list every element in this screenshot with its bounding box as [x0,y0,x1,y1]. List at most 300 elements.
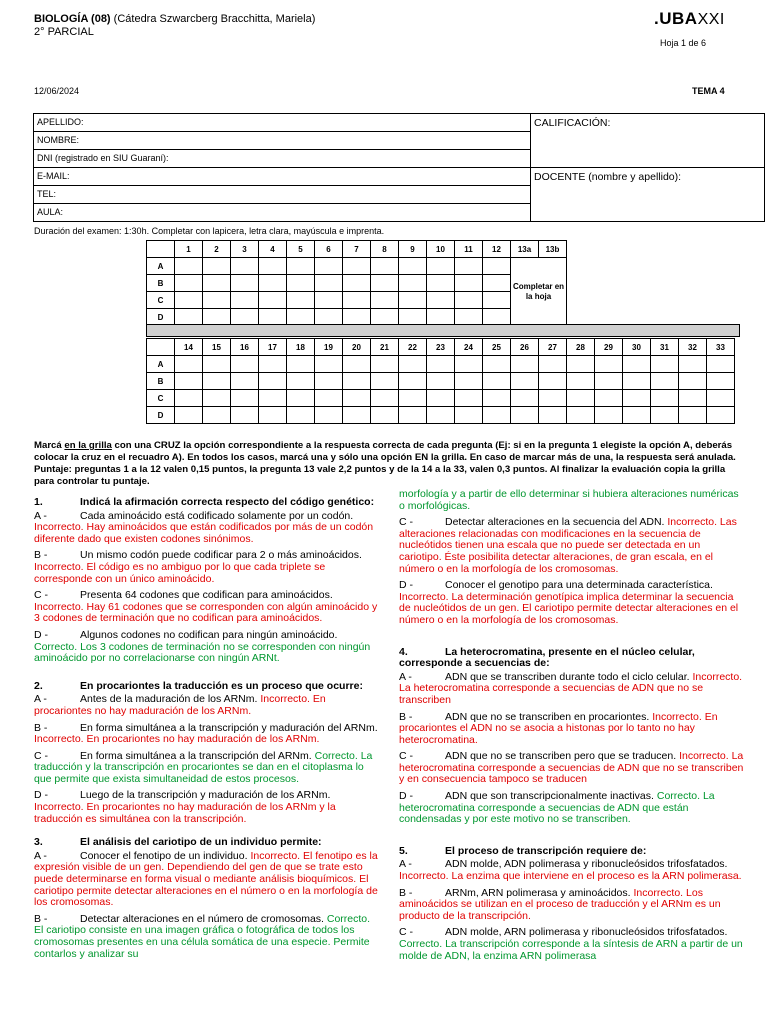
answer-cell[interactable] [203,292,231,309]
calificacion-label: CALIFICACIÓN: [534,117,611,129]
question-4 [399,647,745,826]
answer-cell[interactable] [259,309,287,326]
option-letter: C - [399,750,413,763]
answer-cell[interactable] [455,356,483,373]
tel-field[interactable] [34,186,531,204]
option-letter: D - [399,579,413,592]
answer-cell[interactable] [427,275,455,292]
col-header: 33 [707,339,735,356]
question-number: 2. [34,679,43,692]
dni-label: DNI (registrado en SIU Guaraní): [37,153,169,163]
complete-note: Completar en la hoja [511,258,567,326]
answer-cell[interactable] [679,373,707,390]
option-feedback: Incorrecto. En procariontes no hay maduración de los ARNm y la traducción es simultánea con la transcripción. [34,801,336,825]
option-letter: A - [34,509,47,522]
answer-cell[interactable] [483,373,511,390]
option [34,914,382,960]
exam-tema: TEMA 4 [692,86,725,96]
answer-cell[interactable] [315,258,343,275]
answer-cell[interactable] [287,309,315,326]
answer-cell[interactable] [511,390,539,407]
option-feedback: Correcto. Los 3 codones de terminación no se corresponden con ningún aminoácido por no correlacionarse con ningún ARNt. [34,640,371,665]
option [399,927,745,962]
option-feedback: Correcto. La heterocromatina corresponde a secuencias de ADN que están condensadas y por este motivo no se transcriben. [399,790,715,826]
docente-label: DOCENTE (nombre y apellido): [534,171,682,183]
row-label: B [147,275,175,292]
answer-cell[interactable] [707,390,735,407]
option-letter: A - [34,693,47,706]
option-text: ADN que se transcriben durante todo el ciclo celular. [445,670,690,683]
option-feedback: Incorrecto. Hay 61 codones que se corresponden con algún aminoácido y 3 codones de terminación que no codifican para aminoácidos. [34,600,378,625]
option-text: ADN molde, ARN polimerasa y ribonucleósidos trifosfatados. [445,926,728,939]
answer-cell[interactable] [231,292,259,309]
answer-cell[interactable] [175,407,203,424]
question-3 [34,837,382,960]
option-text: Luego de la transcripción y maduración de los ARNm. [80,789,331,802]
option-letter: C - [34,589,48,602]
option [34,790,382,825]
col-header: 29 [595,339,623,356]
col-header: 3 [231,241,259,258]
page-indicator: Hoja 1 de 6 [660,38,707,48]
option-text: En forma simultánea a la transcripción del ARNm. [80,749,312,762]
answer-cell[interactable] [343,373,371,390]
question-title: En procariontes la traducción es un proceso que ocurre: [80,679,363,692]
row-label: C [147,292,175,309]
answer-cell[interactable] [567,390,595,407]
answer-cell[interactable] [371,258,399,275]
grid-row-b [147,373,735,390]
option-letter: B - [399,886,413,899]
answer-cell[interactable] [259,258,287,275]
answer-cell[interactable] [231,390,259,407]
answer-cell[interactable] [623,373,651,390]
option-letter: D - [34,789,48,802]
answer-cell[interactable] [175,258,203,275]
answer-cell[interactable] [707,373,735,390]
answer-cell[interactable] [511,373,539,390]
question-title: La heterocromatina, presente en el núcleo celular, corresponde a secuencias de: [399,645,695,670]
answer-cell[interactable] [455,390,483,407]
instructions [34,440,744,488]
answer-cell[interactable] [287,275,315,292]
instructions-text-1: Marcá [34,440,65,451]
option-text: Conocer el fenotipo de un individuo. [80,849,248,862]
answer-cell[interactable] [567,373,595,390]
grid-row-c [147,292,567,309]
col-header: 11 [455,241,483,258]
question-number: 1. [34,496,43,508]
answer-cell[interactable] [679,390,707,407]
answer-cell[interactable] [651,390,679,407]
col-header: 6 [315,241,343,258]
answer-cell[interactable] [595,356,623,373]
answer-cell[interactable] [231,373,259,390]
answer-cell[interactable] [483,390,511,407]
col-header: 12 [483,241,511,258]
option-feedback: Correcto. La transcripción corresponde a la síntesis de ARN a partir de un molde de ADN, la enzima ARN polimerasa [399,938,743,962]
option-text: Conocer el genotipo para una determinada característica. [445,579,713,592]
answer-cell[interactable] [483,356,511,373]
answer-cell[interactable] [371,373,399,390]
answer-cell[interactable] [287,407,315,424]
col-header: 1 [175,241,203,258]
answer-cell[interactable] [287,356,315,373]
answer-cell[interactable] [679,407,707,424]
grid-row-a [147,356,735,373]
option-text: ADN molde, ADN polimerasa y ribonucleósidos trifosfatados. [445,858,728,871]
option-feedback: Incorrecto. Las alteraciones relacionadas con modificaciones en la secuencia de nucleótidos tienen una escala que no puede ser detectada en un cariotipo. Éste posibilita detectar alteraciones, de gran escala, en el número o en la morfología de los cromosomas. [399,516,737,575]
answer-cell[interactable] [343,258,371,275]
answer-cell[interactable] [455,309,483,326]
option-text: Detectar alteraciones en el número de cromosomas. [80,912,324,925]
col-header: 30 [623,339,651,356]
option-text: Un mismo codón puede codificar para 2 o más aminoácidos. [80,549,362,562]
option-text: ADN que son transcripcionalmente inactivas. [445,790,654,803]
answer-cell[interactable] [483,309,511,326]
answer-cell[interactable] [259,275,287,292]
questions-left-column [34,497,382,968]
col-header: 7 [343,241,371,258]
answer-cell[interactable] [427,258,455,275]
answer-cell[interactable] [315,356,343,373]
calificacion-field[interactable] [531,114,765,168]
answer-cell[interactable] [455,292,483,309]
instructions-text-2: con una CRUZ la opción correspondiente a la respuesta correcta de cada pregunta (Ej: si en la pregunta 1 elegiste la opción A, deberás colocar la cruz en el recuadro A). En todos los casos, marcá una y sólo una opción EN la grilla. En caso de marcar más de una, la respuesta será anulada. Puntaje: preguntas 1 a la 12 valen 0,15 puntos, la pregunta 13 vale 2,2 puntos y de la 14 a la 33, valen 0,3 puntos. Al finalizar la evaluación copia la grilla para controlar tu puntaje. [34,440,736,487]
option-letter: B - [399,710,413,723]
answer-cell[interactable] [483,258,511,275]
col-header: 20 [343,339,371,356]
option [399,712,745,747]
answer-cell[interactable] [623,356,651,373]
answer-cell[interactable] [455,373,483,390]
col-header: 31 [651,339,679,356]
answer-cell[interactable] [399,407,427,424]
question-3-continued [399,489,745,627]
answer-cell[interactable] [259,356,287,373]
answer-cell[interactable] [399,275,427,292]
answer-cell[interactable] [287,373,315,390]
answer-cell[interactable] [343,356,371,373]
answer-cell[interactable] [231,407,259,424]
grid-row-a [147,258,567,275]
row-label: D [147,407,175,424]
col-header: 16 [231,339,259,356]
option-feedback: Correcto. El cariotipo consiste en una imagen gráfica o fotográfica de todos los cromosomas presentes en una célula somática de una especie. Permite contarlos y analizar su [34,912,371,960]
answer-cell[interactable] [315,275,343,292]
answer-cell[interactable] [455,275,483,292]
answer-cell[interactable] [511,356,539,373]
option-feedback: Incorrecto. La enzima que interviene en el proceso es la ARN polimerasa. [399,870,742,883]
option-letter: A - [399,858,412,871]
answer-cell[interactable] [483,275,511,292]
answer-cell[interactable] [371,390,399,407]
answer-cell[interactable] [651,356,679,373]
col-header: 27 [539,339,567,356]
answer-cell[interactable] [203,258,231,275]
questions-right-column [399,489,745,970]
answer-cell[interactable] [455,407,483,424]
answer-cell[interactable] [259,390,287,407]
col-header: 13a [511,241,539,258]
answer-cell[interactable] [315,309,343,326]
option-text: ADN que no se transcriben pero que se traducen. [445,750,677,763]
question-title: El proceso de transcripción requiere de: [445,844,647,857]
col-header: 5 [287,241,315,258]
uba-xxi-logo [654,9,725,29]
answer-cell[interactable] [203,309,231,326]
answer-grid-top [146,240,567,326]
answer-cell[interactable] [259,292,287,309]
email-label: E-MAIL: [37,171,70,181]
answer-cell[interactable] [371,407,399,424]
option-feedback: Incorrecto. La determinación genotípica implica determinar la secuencia de nucleótidos de un gen. El cariotipo permite detectar alteraciones en el número o en la morfología de los cromosomas. [399,590,739,626]
answer-cell[interactable] [343,407,371,424]
question-number: 5. [399,844,408,857]
answer-cell[interactable] [427,407,455,424]
row-label: A [147,258,175,275]
col-header: 26 [511,339,539,356]
option-feedback: Incorrecto. El fenotipo es la expresión visible de un gen. Dependiendo del gen de que se trate esto puede determinarse en forma visual o mediante análisis bioquímicos. El cariotipo permite detectar alteraciones en el número o en la morfología de los cromosomas. [34,849,378,909]
col-header: 17 [259,339,287,356]
answer-cell[interactable] [231,275,259,292]
col-header: 28 [567,339,595,356]
answer-cell[interactable] [651,407,679,424]
question-number: 4. [399,645,408,658]
option [399,751,745,786]
col-header: 2 [203,241,231,258]
option [34,851,382,909]
answer-cell[interactable] [203,373,231,390]
option-text: ADN que no se transcriben en procariontes. [445,710,650,723]
option-feedback: Incorrecto. En procariontes no hay maduración de los ARNm. [34,733,320,746]
col-header: 13b [539,241,567,258]
col-header: 23 [427,339,455,356]
col-header: 8 [371,241,399,258]
option-text: Presenta 64 codones que codifican para aminoácidos. [80,589,333,602]
option-feedback: Correcto. La traducción y la transcripción en procariontes se dan en el citoplasma lo que permite que exista simultaneidad de estos procesos. [34,749,373,785]
option-text: Detectar alteraciones en la secuencia del ADN. [445,516,665,529]
apellido-label: APELLIDO: [37,117,84,127]
grid-corner [147,241,175,258]
answer-cell[interactable] [567,356,595,373]
answer-cell[interactable] [231,309,259,326]
course-chair: (Cátedra Szwarcberg Bracchitta, Mariela) [110,13,316,25]
col-header: 18 [287,339,315,356]
answer-cell[interactable] [287,292,315,309]
option-feedback: Incorrecto. Hay aminoácidos que están codificados por más de un codón diferente dado que existen codones sinónimos. [34,521,374,545]
exam-name: 2° PARCIAL [34,26,94,38]
answer-cell[interactable] [203,390,231,407]
answer-cell[interactable] [287,390,315,407]
nombre-field[interactable] [34,132,531,150]
answer-cell[interactable] [539,407,567,424]
grid-row-d [147,407,735,424]
answer-cell[interactable] [287,258,315,275]
question-title: El análisis del cariotipo de un individuo permite: [80,836,322,849]
option-letter: C - [399,516,413,529]
option-feedback-continued: morfología y a partir de ello determinar si hubiera alteraciones numéricas o morfológicas. [399,488,739,512]
option-feedback: Incorrecto. En procariontes no hay maduración de los ARNm. [34,693,326,717]
col-header: 25 [483,339,511,356]
option [34,590,382,625]
option [34,751,382,786]
answer-cell[interactable] [707,407,735,424]
question-2 [34,681,382,826]
answer-cell[interactable] [343,309,371,326]
answer-cell[interactable] [315,292,343,309]
option-feedback: Incorrecto. En procariontes el ADN no se asocia a histonas por lo tanto no hay heterocromatina. [399,710,718,746]
answer-grid-bottom [146,338,735,424]
answer-cell[interactable] [595,407,623,424]
course-header [34,13,315,39]
answer-cell[interactable] [371,275,399,292]
option-letter: B - [34,912,48,925]
answer-cell[interactable] [679,356,707,373]
option-text: Algunos codones no codifican para ningún aminoácido. [80,628,338,641]
apellido-field[interactable] [34,114,531,132]
option-letter: C - [399,926,413,939]
answer-cell[interactable] [259,373,287,390]
option-feedback: Incorrecto. La heterocromatina corresponde a secuencias de ADN que no se transcriben [399,670,743,706]
col-header: 14 [175,339,203,356]
answer-cell[interactable] [175,373,203,390]
answer-cell[interactable] [203,407,231,424]
course-name: BIOLOGÍA (08) [34,13,111,25]
option [34,511,382,546]
answer-cell[interactable] [175,356,203,373]
answer-cell[interactable] [623,407,651,424]
answer-cell[interactable] [203,275,231,292]
option-text: En forma simultánea a la transcripción y maduración del ARNm. [80,721,378,734]
answer-cell[interactable] [231,258,259,275]
aula-field[interactable] [34,204,531,222]
row-label: D [147,309,175,326]
grid-corner [147,339,175,356]
answer-cell[interactable] [259,407,287,424]
option-feedback: Incorrecto. La heterocromatina corresponde a secuencias de ADN que no se transcriben y en consecuencia tampoco se traducen [399,750,744,786]
option [34,630,382,665]
option [399,672,745,707]
option-feedback: Incorrecto. El código es no ambiguo por lo que cada triplete se corresponde con un único aminoácido. [34,560,326,585]
answer-cell[interactable] [539,373,567,390]
option-letter: B - [34,721,48,734]
option [34,723,382,746]
answer-cell[interactable] [399,356,427,373]
answer-cell[interactable] [455,258,483,275]
option-feedback: Incorrecto. Los aminoácidos se utilizan en el proceso de traducción y el ARNm es un producto de la transcripción. [399,886,721,922]
question-5 [399,846,745,962]
question-number: 3. [34,836,43,849]
answer-cell[interactable] [539,356,567,373]
answer-cell[interactable] [707,356,735,373]
answer-cell[interactable] [483,292,511,309]
answer-cell[interactable] [175,275,203,292]
option [34,550,382,585]
answer-cell[interactable] [231,356,259,373]
col-header: 32 [679,339,707,356]
grid-row-b [147,275,567,292]
duration-note: Duración del examen: 1:30h. Completar con lapicera, letra clara, mayúscula e imprenta. [34,226,385,236]
row-label: B [147,373,175,390]
answer-cell[interactable] [175,390,203,407]
answer-cell[interactable] [427,390,455,407]
col-header: 15 [203,339,231,356]
option-letter: A - [34,849,47,862]
option [399,580,745,626]
tel-label: TEL: [37,189,57,199]
answer-cell[interactable] [427,292,455,309]
answer-cell[interactable] [399,390,427,407]
docente-field[interactable] [531,168,765,222]
option [399,859,745,882]
answer-cell[interactable] [427,373,455,390]
option [399,517,745,575]
logo-main: .UBA [654,9,698,28]
grid-row-d [147,309,567,326]
answer-cell[interactable] [567,407,595,424]
answer-cell[interactable] [399,373,427,390]
answer-cell[interactable] [595,373,623,390]
answer-cell[interactable] [595,390,623,407]
answer-cell[interactable] [343,390,371,407]
answer-cell[interactable] [343,275,371,292]
answer-cell[interactable] [399,292,427,309]
answer-cell[interactable] [371,292,399,309]
answer-cell[interactable] [427,309,455,326]
question-title: Indicá la afirmación correcta respecto del código genético: [80,496,375,508]
aula-label: AULA: [37,207,64,217]
option-text: ARNm, ARN polimerasa y aminoácidos. [445,886,631,899]
col-header: 21 [371,339,399,356]
logo-suffix: XXI [697,11,725,28]
answer-cell[interactable] [175,309,203,326]
answer-cell[interactable] [315,390,343,407]
exam-date: 12/06/2024 [34,86,80,96]
answer-cell[interactable] [315,373,343,390]
grid-row-c [147,390,735,407]
col-header: 24 [455,339,483,356]
dni-field[interactable] [34,150,531,168]
answer-cell[interactable] [371,356,399,373]
answer-cell[interactable] [371,309,399,326]
option-letter: B - [34,549,48,562]
answer-cell[interactable] [623,390,651,407]
answer-cell[interactable] [539,390,567,407]
col-header: 4 [259,241,287,258]
answer-cell[interactable] [315,407,343,424]
option-letter: A - [399,670,412,683]
option-text: Antes de la maduración de los ARNm. [80,693,258,706]
answer-cell[interactable] [483,407,511,424]
row-label: C [147,390,175,407]
answer-cell[interactable] [175,292,203,309]
answer-cell[interactable] [343,292,371,309]
row-label: A [147,356,175,373]
col-header: 10 [427,241,455,258]
answer-cell[interactable] [511,407,539,424]
student-form [33,113,765,222]
answer-cell[interactable] [203,356,231,373]
option-letter: C - [34,749,48,762]
answer-cell[interactable] [427,356,455,373]
answer-cell[interactable] [651,373,679,390]
col-header: 19 [315,339,343,356]
email-field[interactable] [34,168,531,186]
answer-cell[interactable] [399,309,427,326]
nombre-label: NOMBRE: [37,135,80,145]
answer-cell[interactable] [399,258,427,275]
